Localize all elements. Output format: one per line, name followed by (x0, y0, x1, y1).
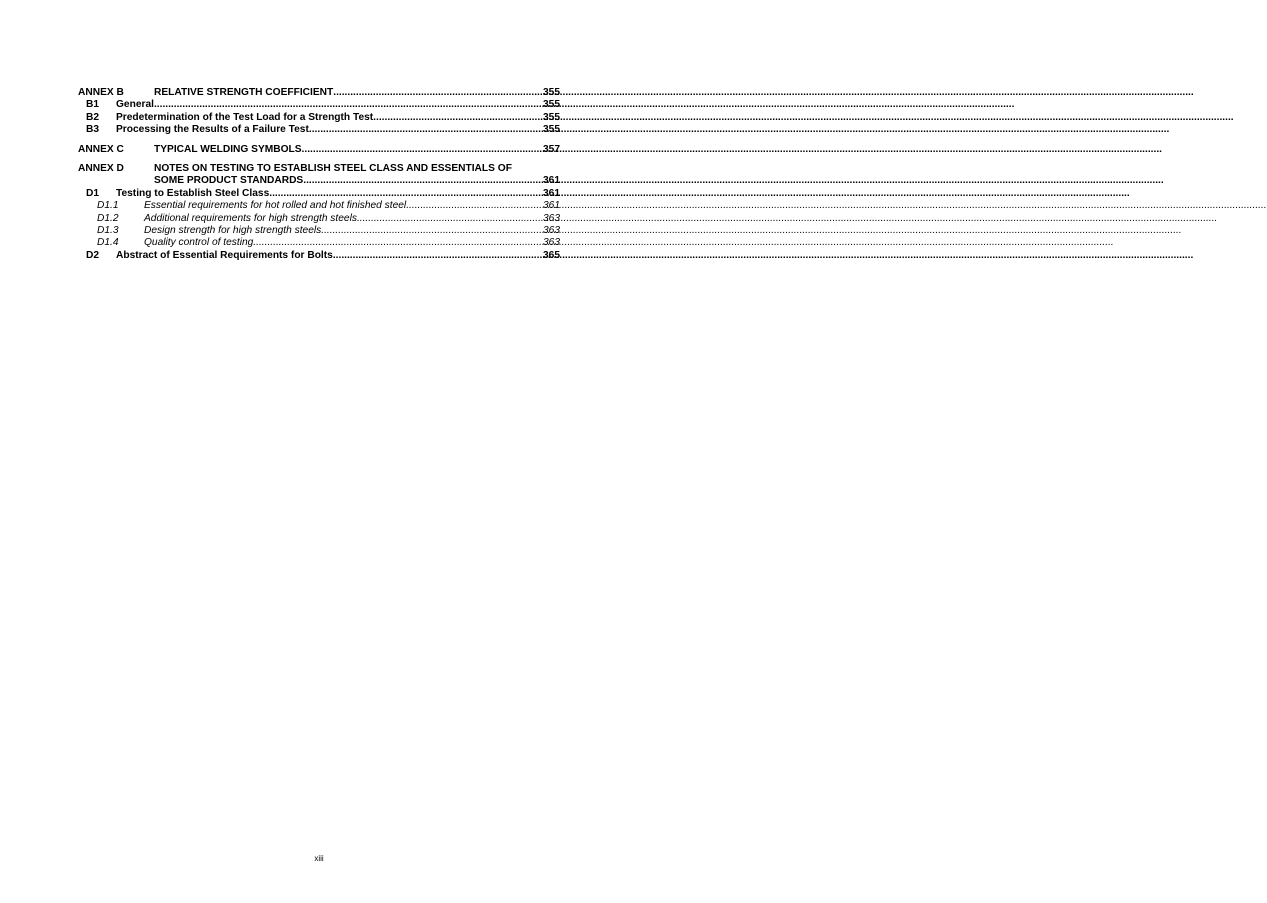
toc-entry-annex-d[interactable] (78, 163, 560, 175)
dot-leader (309, 124, 543, 136)
toc-entry-b3[interactable] (78, 124, 560, 136)
toc-entry-title: Processing the Results of a Failure Test (116, 124, 309, 136)
dot-leader (269, 188, 543, 200)
toc-entry-code: B2 (86, 111, 100, 123)
toc-entry-d1-4[interactable] (78, 237, 560, 249)
toc-entry-page: 363 (543, 237, 560, 249)
toc-entry-title: Design strength for high strength steels (144, 224, 322, 236)
dot-leader (373, 112, 543, 124)
toc-entry-page: 361 (543, 175, 560, 187)
dot-leader (333, 250, 543, 262)
toc-entry-page: 355 (543, 124, 560, 136)
toc-entry-title-line1: NOTES ON TESTING TO ESTABLISH STEEL CLASS AND ESSENTIALS OF (154, 162, 512, 174)
dot-leader (321, 225, 543, 237)
toc-entry-title: Quality control of testing (144, 237, 254, 249)
toc-entry-code: ANNEX D (78, 162, 124, 174)
toc-entry-annex-d-continued[interactable] (78, 175, 560, 187)
toc-entry-page: 361 (543, 187, 560, 199)
toc-entry-title-line2: SOME PRODUCT STANDARDS (154, 175, 304, 187)
table-of-contents (78, 87, 560, 262)
toc-entry-code: B3 (86, 124, 100, 136)
dot-leader (302, 144, 543, 156)
toc-entry-code: D1 (86, 187, 100, 199)
toc-entry-title: Essential requirements for hot rolled and hot finished steel (144, 200, 407, 212)
toc-entry-page: 363 (543, 212, 560, 224)
toc-entry-page: 361 (543, 200, 560, 212)
toc-entry-title: TYPICAL WELDING SYMBOLS (154, 143, 302, 155)
spacer (78, 137, 560, 144)
toc-entry-code: B1 (86, 99, 100, 111)
dot-leader (253, 237, 543, 249)
toc-entry-page: 355 (543, 111, 560, 123)
toc-entry-title: Abstract of Essential Requirements for Bolts (116, 249, 333, 261)
toc-entry-d1-3[interactable] (78, 225, 560, 237)
dot-leader (406, 200, 543, 212)
toc-entry-page: 363 (543, 224, 560, 236)
page-number: xiii (314, 854, 324, 863)
toc-entry-page: 357 (543, 143, 560, 155)
toc-entry-page: 355 (543, 87, 560, 98)
toc-entry-b1[interactable] (78, 99, 560, 111)
toc-entry-code: D1.2 (97, 212, 119, 224)
toc-entry-code: D2 (86, 249, 100, 261)
toc-entry-annex-c[interactable] (78, 144, 560, 156)
toc-entry-title: Testing to Establish Steel Class (116, 187, 270, 199)
toc-entry-code: D1.1 (97, 200, 119, 212)
dot-leader (154, 99, 543, 111)
toc-entry-code: D1.4 (97, 237, 119, 249)
toc-entry-page: 365 (543, 249, 560, 261)
toc-entry-code: ANNEX B (78, 87, 124, 98)
toc-entry-d1-1[interactable] (78, 200, 560, 212)
toc-entry-d1-2[interactable] (78, 213, 560, 225)
dot-leader (303, 175, 543, 187)
toc-entry-d1[interactable] (78, 188, 560, 200)
toc-entry-title: Predetermination of the Test Load for a Strength Test (116, 111, 374, 123)
dot-leader (357, 213, 543, 225)
toc-entry-title: RELATIVE STRENGTH COEFFICIENT (154, 87, 334, 98)
toc-entry-d2[interactable] (78, 250, 560, 262)
toc-entry-b2[interactable] (78, 112, 560, 124)
toc-entry-title: General (116, 99, 154, 111)
spacer (78, 156, 560, 163)
toc-entry-annex-b[interactable] (78, 87, 560, 99)
toc-entry-code: D1.3 (97, 224, 119, 236)
toc-entry-title: Additional requirements for high strength steels (144, 212, 357, 224)
dot-leader (333, 87, 543, 99)
toc-entry-code: ANNEX C (78, 143, 124, 155)
toc-entry-page: 355 (543, 99, 560, 111)
